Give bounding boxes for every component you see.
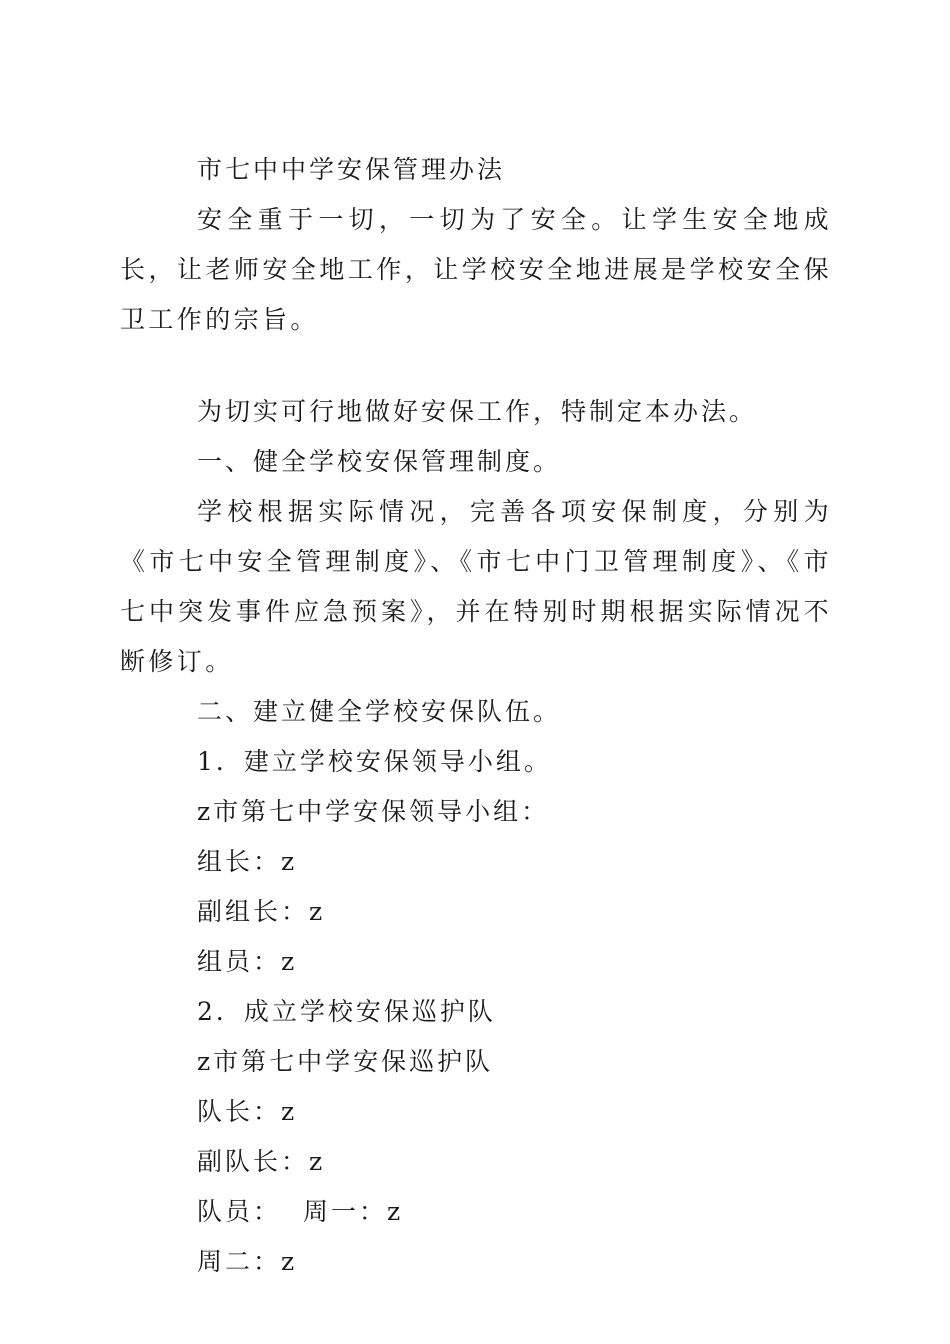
section-2-heading: 二、建立健全学校安保队伍。 xyxy=(197,697,562,726)
item-1-heading: 1．建立学校安保领导小组。 xyxy=(197,747,552,776)
document-body xyxy=(120,145,832,1287)
paragraph-gap xyxy=(120,345,832,387)
purpose-line: 为切实可行地做好安保工作，特制定本办法。 xyxy=(197,397,758,426)
item-2-heading: 2．成立学校安保巡护队 xyxy=(197,997,496,1026)
monday-duty: 周一：z xyxy=(303,1197,404,1226)
team-members-label: 队员： xyxy=(197,1197,282,1226)
patrol-team-name: z市第七中学安保巡护队 xyxy=(197,1047,494,1076)
group-members: 组员：z xyxy=(197,947,298,976)
team-members-line xyxy=(120,1187,832,1237)
team-vice-captain: 副队长：z xyxy=(197,1147,326,1176)
team-captain: 队长：z xyxy=(197,1097,298,1126)
document-title: 市七中中学安保管理办法 xyxy=(197,155,506,184)
section-1-body: 学校根据实际情况，完善各项安保制度，分别为《市七中安全管理制度》、《市七中门卫管理制度》、《市七中突发事件应急预案》，并在特别时期根据实际情况不断修订。 xyxy=(120,497,832,676)
intro-paragraph: 安全重于一切，一切为了安全。让学生安全地成长，让老师安全地工作，让学校安全地进展是学校安全保卫工作的宗旨。 xyxy=(120,205,832,334)
group-leader: 组长：z xyxy=(197,847,298,876)
deputy-group-leader: 副组长：z xyxy=(197,897,326,926)
section-1-heading: 一、健全学校安保管理制度。 xyxy=(197,447,562,476)
tuesday-duty: 周二：z xyxy=(197,1247,298,1276)
leadership-group-name: z市第七中学安保领导小组： xyxy=(197,797,550,826)
